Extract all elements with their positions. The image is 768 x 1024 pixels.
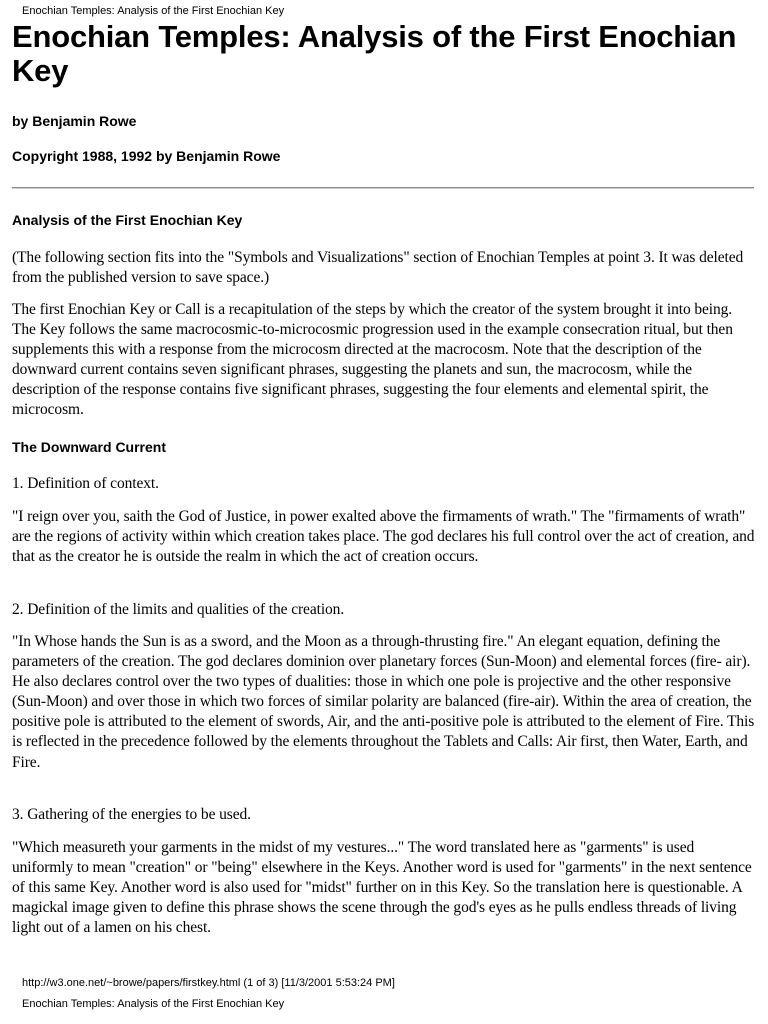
intro-note: (The following section fits into the "Symbols and Visualizations" section of Enochian Temples at point 3. It was deleted from the published version to save space.) [12, 249, 744, 287]
item-2-title: 2. Definition of the limits and qualities of the creation. [12, 601, 345, 618]
item-3-title: 3. Gathering of the energies to be used. [12, 806, 251, 823]
footer-title: Enochian Temples: Analysis of the First Enochian Key [22, 998, 285, 1010]
copyright: Copyright 1988, 1992 by Benjamin Rowe [12, 148, 281, 164]
item-3-text: "Which measureth your garments in the midst of my vestures..." The word translated here as "garments" is used uniformly to mean "creation" or "being" elsewhere in the Keys. Another word is used for "garments" in the next sentence of this same Key. Another word is also used for "midst" further on in this Key. So the translation here is questionable. A magickal image given to define this phrase shows the scene through the god's eyes as he pulls endless threads of living light out of a lamen on his chest. [12, 839, 752, 937]
footer-url: http://w3.one.net/~browe/papers/firstkey.html (1 of 3) [11/3/2001 5:53:24 PM] [22, 977, 395, 989]
section-heading-downward-current: The Downward Current [12, 439, 167, 455]
byline: by Benjamin Rowe [12, 113, 137, 129]
section-heading-analysis: Analysis of the First Enochian Key [12, 212, 243, 228]
intro-paragraph: The first Enochian Key or Call is a recapitulation of the steps by which the creator of the system brought it into being. The Key follows the same macrocosmic-to-microcosmic progression used in the example consecration ritual, but then supplements this with a response from the microcosm directed at the macrocosm. Note that the description of the downward current contains seven significant phrases, suggesting the planets and sun, the macrocosm, while the description of the response contains five significant phrases, suggesting the four elements and elemental spirit, the microcosm. [12, 301, 733, 419]
page-title: Enochian Temples: Analysis of the First Enochian Key [12, 19, 737, 88]
item-1-text: "I reign over you, saith the God of Justice, in power exalted above the firmaments of wrath." The "firmaments of wrath" are the regions of activity within which creation takes place. The god declares his full control over the act of creation, and that as the creator he is outside the realm in which the act of creation occurs. [12, 508, 755, 566]
running-header: Enochian Temples: Analysis of the First Enochian Key [22, 5, 285, 17]
item-1-title: 1. Definition of context. [12, 475, 159, 492]
horizontal-rule [12, 187, 754, 189]
item-2-text: "In Whose hands the Sun is as a sword, and the Moon as a through-thrusting fire." An elegant equation, defining the parameters of the creation. The god declares dominion over planetary forces (Sun-Moon) and elemental forces (fire- air). He also declares control over the two types of dualities: those in which one pole is projective and the other responsive (Sun-Moon) and over those in which two forces of similar polarity are balanced (fire-air). Within the area of creation, the positive pole is attributed to the element of swords, Air, and the anti-positive pole is attributed to the element of Fire. This is reflected in the precedence followed by the elements throughout the Tablets and Calls: Air first, then Water, Earth, and Fire. [12, 633, 755, 771]
